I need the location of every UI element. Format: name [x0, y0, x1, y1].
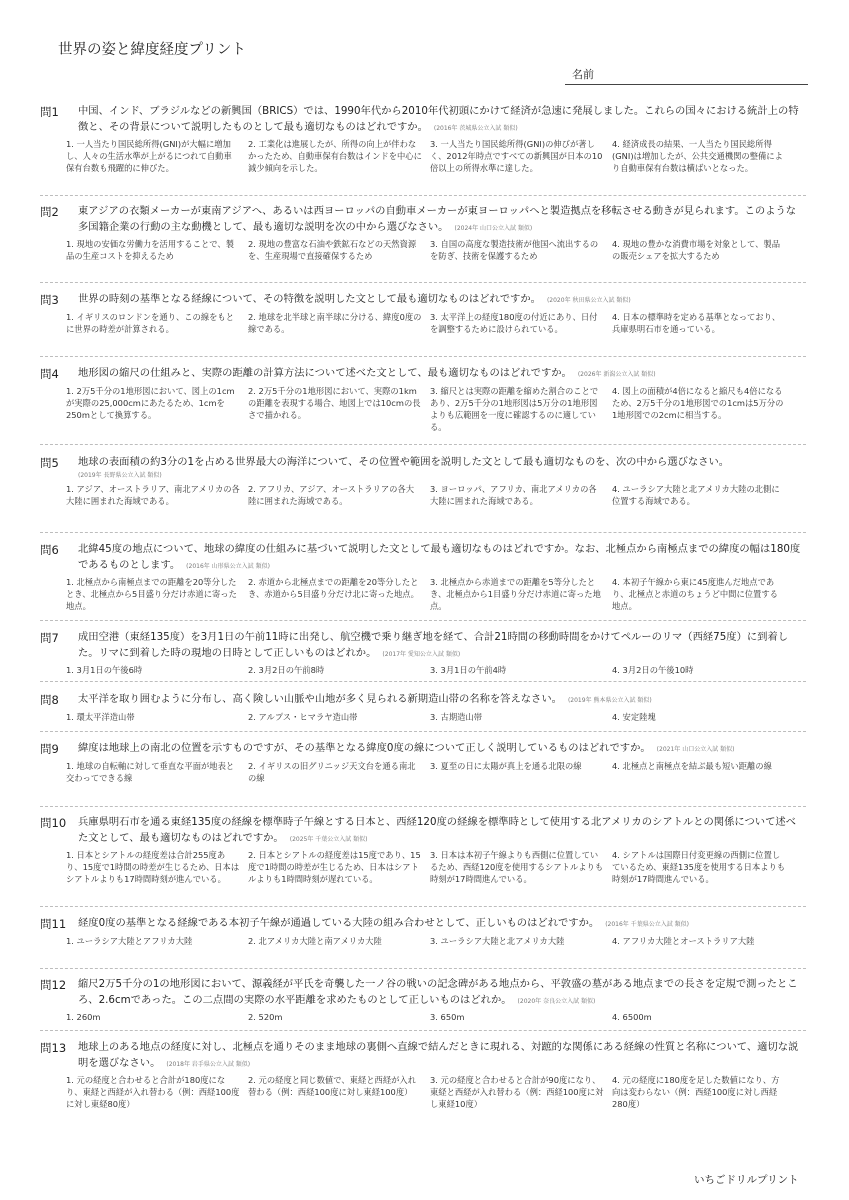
- choices: [66, 935, 806, 947]
- choice-4[interactable]: 4. ユーラシア大陸と北アメリカ大陸の北側に位置する海域である。: [612, 483, 780, 506]
- choice-4[interactable]: 4. 図上の面積が4倍になると縮尺も4倍になるため、2万5千分の1地形図での1cmは5万分の1地形図での2cmに相当する。: [612, 385, 784, 420]
- choice-1[interactable]: 1. ユーラシア大陸とアフリカ大陸: [66, 935, 193, 946]
- question-11: [40, 916, 806, 947]
- question-2: [40, 204, 806, 262]
- divider: [40, 532, 806, 533]
- question-text: 中国、インド、ブラジルなどの新興国（BRICS）では、1990年代から2010年代初頭にかけて経済が急速に発展しました。これらの国々における統計上の特徴と、その背景について説明したものとして最も適切なものはどれですか。 (2016年 茨城県公立入試 類似): [78, 105, 799, 133]
- divider: [40, 1030, 806, 1031]
- choice-3[interactable]: 3. 太平洋上の経度180度の付近にあり、日付を調整するために設けられている。: [430, 311, 598, 334]
- choice-1[interactable]: 1. 現地の安価な労働力を活用することで、製品の生産コストを抑えるため: [66, 239, 235, 261]
- question-7: [40, 630, 806, 676]
- question-source: (2019年 熊本県公立入試 類似): [567, 697, 652, 704]
- question-4: [40, 366, 806, 433]
- name-label: 名前: [572, 68, 594, 81]
- choice-2[interactable]: 2. 日本とシアトルの経度差は15度であり、15度で1時間の時差が生じるため、日本はシアトルよりも1時間時刻が遅れている。: [248, 850, 421, 884]
- choice-2[interactable]: 2. 現地の豊富な石油や鉄鉱石などの天然資源を、生産現場で直接確保するため: [248, 239, 417, 261]
- choice-3[interactable]: 3. 元の経度と合わせると合計が90度になり、東経と西経が入れ替わる（例：西経100度に対し東経10度）: [430, 1075, 604, 1109]
- page-title: 世界の姿と緯度経度プリント: [58, 42, 246, 58]
- question-6: [40, 542, 806, 612]
- choices: [66, 311, 806, 335]
- choice-2[interactable]: 2. 北アメリカ大陸と南アメリカ大陸: [248, 935, 382, 946]
- choice-1[interactable]: 1. 環太平洋造山帯: [66, 711, 135, 722]
- choice-4[interactable]: 4. 安定陸塊: [612, 711, 656, 722]
- question-number: 問9: [40, 742, 59, 756]
- choice-4[interactable]: 4. 現地の豊かな消費市場を対象として、製品の販売シェアを拡大するため: [612, 239, 781, 261]
- choice-3[interactable]: 3. 縮尺とは実際の距離を縮めた割合のことであり、2万5千分の1地形図は5万分の1地形図よりも広範囲を一度に確認するのに適している。: [430, 385, 599, 432]
- question-text: 地球上のある地点の経度に対し、北極点を通りそのまま地球の裏側へ直線で結んだときに現れる、対蹠的な関係にある経線の性質と名称について、適切な説明を選びなさい。 (2018年 岩手県公立入試 類似): [78, 1041, 799, 1069]
- divider: [40, 444, 806, 445]
- question-source: (2025年 千葉公立入試 類似): [289, 835, 368, 843]
- choice-2[interactable]: 2. 2万5千分の1地形図において、実際の1kmの距離を表現する場合、地図上では10cmの長さで描かれる。: [248, 385, 421, 420]
- choice-4[interactable]: 4. 元の経度に180度を足した数値になり、方向は変わらない（例：西経100度に対し西経280度）: [612, 1075, 780, 1109]
- choice-4[interactable]: 4. 経済成長の結果、一人当たり国民総所得(GNI)は増加したが、公共交通機関の整備により自動車保有台数は横ばいとなった。: [612, 139, 783, 173]
- divider: [40, 906, 806, 907]
- choices: [66, 760, 806, 784]
- divider: [40, 620, 806, 621]
- choice-3[interactable]: 3. ヨーロッパ、アフリカ、南北アメリカの各大陸に囲まれた海域である。: [430, 483, 597, 506]
- question-source: (2020年 奈良公立入試 類似): [517, 997, 596, 1005]
- question-5: [40, 455, 806, 507]
- choice-2[interactable]: 2. イギリスの旧グリニッジ天文台を通る南北の線: [248, 760, 416, 783]
- choices: [66, 138, 806, 174]
- choice-3[interactable]: 3. 一人当たり国民総所得(GNI)の伸びが著しく、2012年時点ですべての新興国が日本の10倍以上の所得水準に達した。: [430, 139, 603, 173]
- question-source: (2017年 愛知公立入試 類似): [382, 650, 461, 658]
- choice-1[interactable]: 1. 地球の自転軸に対して垂直な平面が地表と交わってできる線: [66, 760, 235, 783]
- choice-1[interactable]: 1. 2万5千分の1地形図において、図上の1cmが実際の25,000cmにあたるため、1cmを250mとして換算する。: [66, 385, 235, 420]
- question-12: [40, 977, 806, 1023]
- question-number: 問2: [40, 205, 59, 219]
- choice-3[interactable]: 3. 650m: [430, 1012, 465, 1022]
- choice-2[interactable]: 2. アルプス・ヒマラヤ造山帯: [248, 711, 358, 722]
- question-source: (2018年 岩手県公立入試 類似): [166, 1060, 251, 1068]
- question-text: 緯度は地球上の南北の位置を示すものですが、その基準となる緯度0度の線について正しく説明しているものはどれですか。 (2021年 山口公立入試 類似): [78, 742, 735, 754]
- choice-3[interactable]: 3. 日本は本初子午線よりも西側に位置しているため、西経120度を使用するシアトルよりも時刻が17時間進んでいる。: [430, 850, 604, 884]
- choice-2[interactable]: 2. 地球を北半球と南半球に分ける、緯度0度の線である。: [248, 311, 422, 334]
- choice-2[interactable]: 2. 工業化は進展したが、所得の向上が伴わなかったため、自動車保有台数はインドを中心に減少傾向を示した。: [248, 139, 422, 173]
- question-10: [40, 815, 806, 885]
- question-number: 問13: [40, 1041, 67, 1055]
- question-text: 世界の時刻の基準となる経線について、その特徴を説明した文として最も適切なものはどれですか。 (2020年 秋田県公立入試 類似): [78, 293, 631, 305]
- choice-3[interactable]: 3. 自国の高度な製造技術が他国へ流出するのを防ぎ、技術を保護するため: [430, 239, 599, 261]
- divider: [40, 806, 806, 807]
- question-source: (2019年 長野県公立入試 類似): [78, 471, 162, 479]
- question-text: 太平洋を取り囲むように分布し、高く険しい山脈や山地が多く見られる新期造山帯の名称を答えなさい。 (2019年 熊本県公立入試 類似): [78, 693, 652, 705]
- question-1: [40, 104, 806, 174]
- choice-2[interactable]: 2. 赤道から北極点までの距離を20等分したとき、赤道から5目盛り分だけ北に寄った地点。: [248, 577, 419, 599]
- divider: [40, 731, 806, 732]
- question-number: 問5: [40, 456, 59, 470]
- question-number: 問1: [40, 105, 59, 119]
- question-source: (2021年 山口公立入試 類似): [656, 746, 735, 753]
- divider: [40, 681, 806, 682]
- choices: [66, 483, 806, 507]
- choice-1[interactable]: 1. 元の経度と合わせると合計が180度になり、東経と西経が入れ替わる（例：西経100度に対し東経80度）: [66, 1075, 240, 1109]
- choices: [66, 711, 806, 723]
- choice-2[interactable]: 2. 3月2日の午前8時: [248, 665, 325, 675]
- question-number: 問10: [40, 816, 67, 830]
- divider: [40, 282, 806, 283]
- choice-1[interactable]: 1. イギリスのロンドンを通り、この線をもとに世界の時差が計算される。: [66, 311, 235, 334]
- choices: [66, 849, 806, 885]
- question-source: (2016年 山形県公立入試 類似): [186, 562, 270, 570]
- question-3: [40, 292, 806, 335]
- choice-4[interactable]: 4. 本初子午線から東に45度進んだ地点であり、北極点と赤道のちょうど中間に位置する地点。: [612, 577, 778, 611]
- question-number: 問8: [40, 693, 59, 707]
- question-text: 兵庫県明石市を通る東経135度の経線を標準時子午線とする日本と、西経120度の経線を標準時として使用する北アメリカのシアトルとの関係について述べた文として、最も適切なものはどれですか。 (2025年 千葉公立入試 類似): [78, 816, 796, 844]
- choice-3[interactable]: 3. 北極点から赤道までの距離を5等分したとき、北極点から1目盛り分だけ赤道に寄った地点。: [430, 577, 601, 611]
- choices: [66, 664, 806, 676]
- choice-4[interactable]: 4. 3月2日の午後10時: [612, 665, 694, 675]
- divider: [40, 968, 806, 969]
- question-13: [40, 1040, 806, 1110]
- choice-4[interactable]: 4. 日本の標準時を定める基準となっており、兵庫県明石市を通っている。: [612, 311, 781, 334]
- question-text: 地形図の縮尺の仕組みと、実際の距離の計算方法について述べた文として、最も適切なものはどれですか。 (2026年 新潟公立入試 類似): [78, 367, 656, 379]
- choice-1[interactable]: 1. 260m: [66, 1012, 101, 1022]
- question-source: (2016年 千葉県公立入試 類似): [605, 921, 689, 928]
- question-text: 縮尺2万5千分の1の地形図において、源義経が平氏を奇襲した一ノ谷の戦いの記念碑がある地点から、平敦盛の墓がある地点までの長さを定規で測ったところ、2.6cmであった。この二点間の実際の水平距離を求めたものとして正しいものはどれか。 (2020年 奈良公立入試 類似): [78, 978, 798, 1006]
- choices: [66, 385, 806, 433]
- name-line: [565, 84, 808, 85]
- question-source: (2026年 新潟公立入試 類似): [577, 371, 656, 378]
- footer-brand: いちごドリルプリント: [694, 1174, 799, 1186]
- choices: [66, 1074, 806, 1110]
- question-number: 問7: [40, 631, 59, 645]
- choice-1[interactable]: 1. 日本とシアトルの経度差は合計255度あり、15度で1時間の時差が生じるため、日本はシアトルよりも17時間時刻が進んでいる。: [66, 850, 240, 884]
- question-source: (2016年 茨城県公立入試 類似): [433, 124, 518, 132]
- choice-2[interactable]: 2. アフリカ、アジア、オーストラリアの各大陸に囲まれた海域である。: [248, 483, 415, 506]
- question-text: 成田空港（東経135度）を3月1日の午前11時に出発し、航空機で乗り継ぎ地を経て、合計21時間の移動時間をかけてペルーのリマ（西経75度）に到着した。リマに到着した時の現地の日時として正しいものはどれか。 (2017年 愛知公立入試 類似): [78, 631, 789, 659]
- choice-2[interactable]: 2. 元の経度と同じ数値で、東経と西経が入れ替わる（例：西経100度に対し東経100度）: [248, 1075, 417, 1097]
- choice-4[interactable]: 4. シアトルは国際日付変更線の西側に位置しているため、東経135度を使用する日本よりも時刻が17時間進んでいる。: [612, 850, 786, 884]
- choices: [66, 576, 806, 612]
- question-9: [40, 741, 806, 784]
- question-source: (2020年 秋田県公立入試 類似): [546, 297, 631, 304]
- choices: [66, 1011, 806, 1023]
- question-number: 問12: [40, 978, 67, 992]
- choice-3[interactable]: 3. 古期造山帯: [430, 711, 483, 722]
- question-number: 問4: [40, 367, 59, 381]
- divider: [40, 356, 806, 357]
- choice-2[interactable]: 2. 520m: [248, 1012, 283, 1022]
- choice-1[interactable]: 1. アジア、オーストラリア、南北アメリカの各大陸に囲まれた海域である。: [66, 483, 240, 506]
- question-source: (2024年 山口公立入試 類似): [454, 224, 533, 232]
- question-number: 問3: [40, 293, 59, 307]
- question-number: 問6: [40, 543, 59, 557]
- question-text: 東アジアの衣類メーカーが東南アジアへ、あるいは西ヨーロッパの自動車メーカーが東ヨーロッパへと製造拠点を移転させる動きが見られます。このような多国籍企業の行動の主な動機として、最も適切な説明を次の中から選びなさい。 (2024年 山口公立入試 類似): [78, 205, 797, 233]
- choice-3[interactable]: 3. 3月1日の午前4時: [430, 665, 507, 675]
- divider: [40, 195, 806, 196]
- question-text: 北緯45度の地点について、地球の緯度の仕組みに基づいて説明した文として最も適切なものはどれですか。なお、北極点から南極点までの緯度の幅は180度であるものとします。 (2016年 山形県公立入試 類似): [78, 543, 801, 571]
- choices: [66, 238, 806, 262]
- choice-3[interactable]: 3. 夏至の日に太陽が真上を通る北限の線: [430, 760, 582, 771]
- choice-1[interactable]: 1. 一人当たり国民総所得(GNI)が大幅に増加し、人々の生活水準が上がるにつれて自動車保有台数も飛躍的に伸びた。: [66, 139, 232, 173]
- choice-3[interactable]: 3. ユーラシア大陸と北アメリカ大陸: [430, 935, 565, 946]
- choice-4[interactable]: 4. アフリカ大陸とオーストラリア大陸: [612, 935, 755, 946]
- question-8: [40, 692, 806, 723]
- question-text: 地球の表面積の約3分の1を占める世界最大の海洋について、その位置や範囲を説明した文として最も適切なものを、次の中から選びなさい。 (2019年 長野県公立入試 類似): [78, 455, 806, 481]
- choice-1[interactable]: 1. 3月1日の午後6時: [66, 665, 143, 675]
- choice-4[interactable]: 4. 北極点と南極点を結ぶ最も短い距離の線: [612, 760, 772, 771]
- question-number: 問11: [40, 917, 67, 931]
- choice-4[interactable]: 4. 6500m: [612, 1012, 652, 1022]
- choice-1[interactable]: 1. 北極点から南極点までの距離を20等分したとき、北極点から5目盛り分だけ赤道に寄った地点。: [66, 577, 237, 611]
- question-text: 経度0度の基準となる経線である本初子午線が通過している大陸の組み合わせとして、正しいものはどれですか。 (2016年 千葉県公立入試 類似): [78, 917, 689, 929]
